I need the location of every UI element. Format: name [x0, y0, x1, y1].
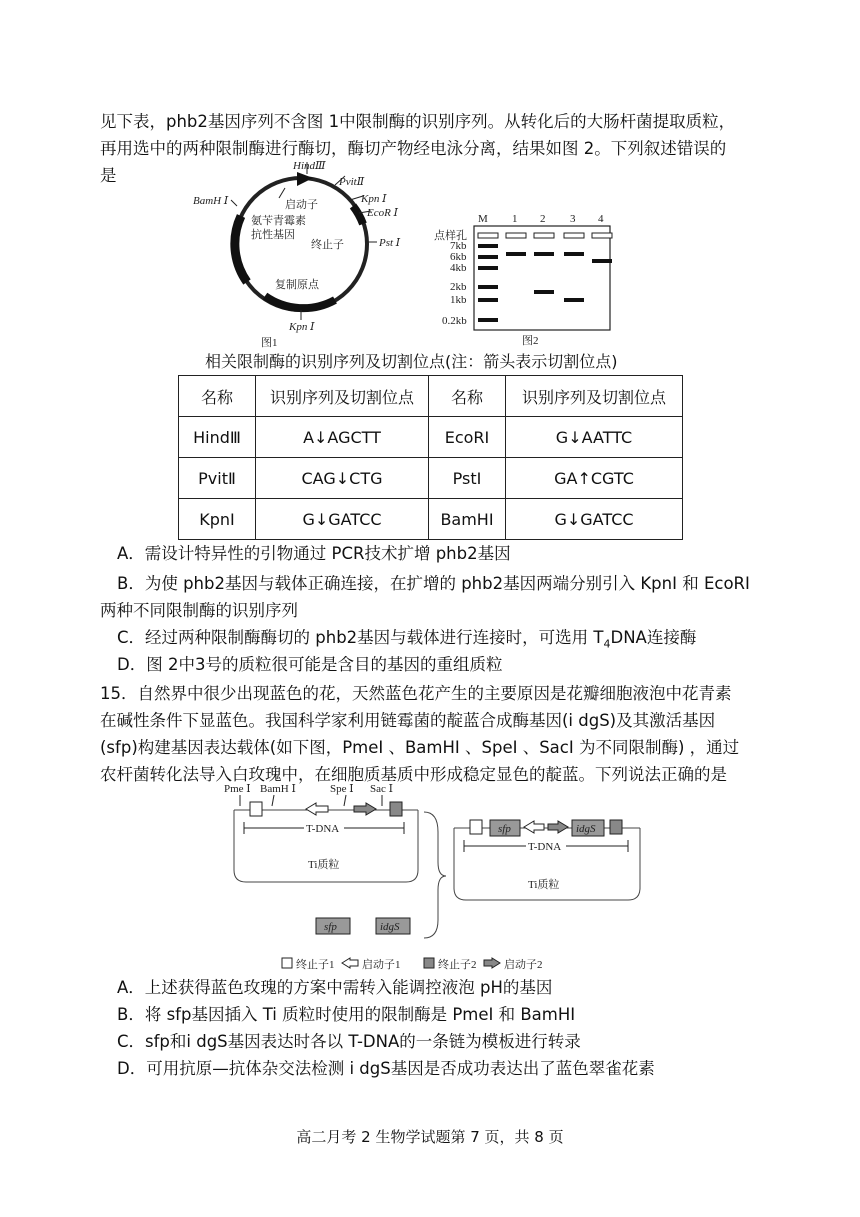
legend-terminator2: 终止子2 — [438, 959, 477, 971]
question-15-stem: 15．自然界中很少出现蓝色的花，天然蓝色花产生的主要原因是花瓣细胞液泡中花青素 在碱性条件下显蓝色。我国科学家利用链霉菌的靛蓝合成酶基因(i dgS)及其激活基因 (sfp)构建基因表达载体(如下图，PmeⅠ 、BamHⅠ 、SpeⅠ 、SacⅠ 为不同限制酶) ，通过 农杆菌转化法导入白玫瑰中，在细胞质基质中形成稳定显色的靛蓝。下列说法正确的是 — [100, 684, 740, 784]
label-amp-2: 抗性基因 — [251, 229, 295, 241]
band-lane-1 — [506, 252, 526, 256]
figure-1-plasmid — [185, 158, 415, 350]
label-tdna-left: T-DNA — [306, 823, 340, 835]
marker-0.2kb: 0.2kb — [442, 315, 467, 327]
site-bamh-3: BamH Ⅰ — [260, 783, 296, 795]
table-title: 相关限制酶的识别序列及切割位点(注：箭头表示切割位点) — [205, 352, 618, 371]
gel-frame — [474, 226, 610, 330]
label-ti-left: Ti质粒 — [308, 859, 340, 871]
legend-promoter1: 启动子1 — [362, 959, 401, 971]
stem-line-2: 再用选中的两种限制酶进行酶切，酶切产物经电泳分离，结果如图 2。下列叙述错误的 — [100, 139, 727, 158]
legend-terminator2-swatch — [424, 958, 434, 968]
label-amp-1: 氨苄青霉素 — [251, 215, 306, 227]
stem-line-3: 是 — [100, 166, 117, 185]
table-row: HindⅢ A↓AGCTT EcoRI G↓AATTC — [179, 417, 683, 458]
legend-terminator1: 终止子1 — [296, 959, 335, 971]
lane-4: 4 — [598, 213, 604, 225]
ori-arc — [265, 296, 335, 308]
q14-option-b: B．为使 phb2基因与载体正确连接，在扩增的 phb2基因两端分别引入 KpnⅠ 和 EcoRⅠ — [117, 574, 750, 593]
site-hind: HindⅢ — [293, 160, 326, 172]
table-row: KpnⅠ G↓GATCC BamHI G↓GATCC — [179, 499, 683, 540]
marker-1kb: 1kb — [450, 294, 467, 306]
lane-2: 2 — [540, 213, 546, 225]
gene-sfp-inserted: sfp — [498, 823, 511, 835]
figure-2-gel — [430, 210, 630, 348]
lane-1: 1 — [512, 213, 518, 225]
site-pst: Pst Ⅰ — [379, 237, 401, 249]
q14-option-c: C．经过两种限制酶酶切的 phb2基因与载体进行连接时，可选用 $T_4DNA$连接酶 — [117, 628, 697, 651]
table-row: PvitⅡ CAG↓CTG PstI GA↑CGTC — [179, 458, 683, 499]
q14-option-a: A．需设计特异性的引物通过 PCR技术扩增 phb2基因 — [117, 544, 511, 563]
label-ori: 复制原点 — [275, 279, 319, 291]
label-tdna-right: T-DNA — [528, 841, 562, 853]
header-name-1: 名称 — [179, 376, 256, 417]
legend-promoter1-swatch — [342, 958, 358, 968]
enzyme-table — [178, 375, 683, 540]
marker-4kb: 4kb — [450, 262, 467, 274]
legend-promoter2-swatch — [484, 958, 500, 968]
label-ti-right: Ti质粒 — [528, 879, 560, 891]
promoter-arrow — [297, 172, 313, 186]
legend-promoter2: 启动子2 — [504, 959, 543, 971]
marker-6kb: 6kb — [450, 251, 467, 263]
terminator-arc — [353, 206, 363, 224]
gene-idgs-loose: idgS — [380, 921, 400, 933]
band-lane-4 — [592, 259, 612, 263]
band-lane-3-a — [564, 252, 584, 256]
q15-option-d: D．可用抗原—抗体杂交法检测 i dgS基因是否成功表达出了蓝色翠雀花素 — [117, 1059, 655, 1078]
site-kpn-bottom: Kpn Ⅰ — [289, 321, 315, 333]
marker-7kb: 7kb — [450, 240, 467, 252]
header-seq-2: 识别序列及切割位点 — [506, 376, 683, 417]
stem-line-1: 见下表，phb2基因序列不含图 1中限制酶的识别序列。从转化后的大肠杆菌提取质粒， — [100, 112, 736, 131]
header-name-2: 名称 — [429, 376, 506, 417]
band-lane-3-b — [564, 298, 584, 302]
gene-sfp-loose: sfp — [324, 921, 337, 933]
figure-2-caption: 图2 — [522, 335, 539, 347]
q15-option-b: B．将 sfp基因插入 Ti 质粒时使用的限制酶是 PmeⅠ 和 BamHⅠ — [117, 1005, 576, 1024]
site-pvit: PvitⅡ — [339, 176, 365, 188]
q14-option-d: D．图 2中3号的质粒很可能是含目的基因的重组质粒 — [117, 655, 503, 674]
label-terminator: 终止子 — [311, 239, 344, 251]
figure-1-caption: 图1 — [261, 337, 278, 349]
site-bamh: BamH Ⅰ — [193, 195, 229, 207]
lane-3: 3 — [570, 213, 576, 225]
q15-option-a: A．上述获得蓝色玫瑰的方案中需转入能调控液泡 pH的基因 — [117, 978, 553, 997]
site-ecor: EcoR Ⅰ — [367, 207, 398, 219]
legend-terminator1-swatch — [282, 958, 292, 968]
well-label: 点样孔 — [434, 230, 467, 242]
site-pme: Pme Ⅰ — [224, 783, 251, 795]
site-kpn-top: Kpn Ⅰ — [361, 193, 387, 205]
marker-2kb: 2kb — [450, 281, 467, 293]
q15-option-c: C．sfp和i dgS基因表达时各以 T-DNA的一条链为模板进行转录 — [117, 1032, 581, 1051]
site-spe: Spe Ⅰ — [330, 783, 354, 795]
header-seq-1: 识别序列及切割位点 — [256, 376, 429, 417]
label-promoter: 启动子 — [285, 199, 318, 211]
gene-idgs-inserted: idgS — [576, 823, 596, 835]
lane-m: M — [478, 213, 488, 225]
site-sac: Sac Ⅰ — [370, 783, 393, 795]
band-lane-2-a — [534, 252, 554, 256]
figure-3-ti-plasmid — [220, 782, 650, 974]
q14-option-b-cont: 两种不同限制酶的识别序列 — [100, 601, 298, 620]
amp-gene-arc — [235, 216, 247, 282]
table-header-row — [179, 376, 683, 417]
band-lane-2-b — [534, 290, 554, 294]
page-footer: 高二月考 2 生物学试题第 7 页，共 8 页 — [296, 1128, 564, 1146]
